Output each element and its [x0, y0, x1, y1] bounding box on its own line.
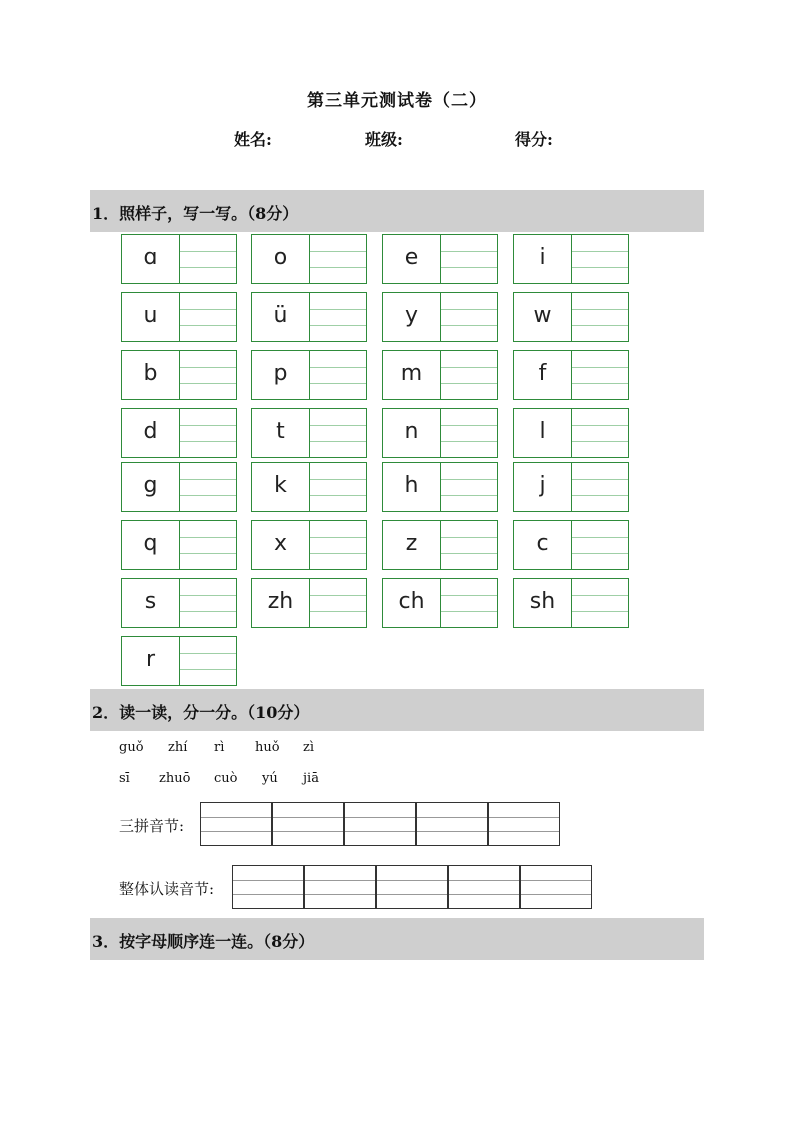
letter-sample: i	[514, 235, 572, 283]
letter-sample: z	[383, 521, 441, 569]
letter-cell	[121, 462, 237, 512]
pinyin-item: rì	[214, 740, 225, 755]
writing-area[interactable]	[572, 463, 628, 511]
letter-cell	[121, 350, 237, 400]
writing-area[interactable]	[180, 409, 236, 457]
letter-cell	[513, 408, 629, 458]
answer-box[interactable]	[448, 865, 520, 909]
writing-area[interactable]	[572, 579, 628, 627]
letter-cell	[251, 350, 367, 400]
letter-sample: t	[252, 409, 310, 457]
letter-cell	[513, 292, 629, 342]
letter-cell	[121, 520, 237, 570]
letter-cell	[251, 520, 367, 570]
writing-area[interactable]	[441, 463, 497, 511]
answer-box[interactable]	[344, 802, 416, 846]
writing-area[interactable]	[441, 579, 497, 627]
letter-cell	[121, 234, 237, 284]
letter-cell	[251, 408, 367, 458]
letter-sample: o	[252, 235, 310, 283]
letter-cell	[513, 520, 629, 570]
letter-cell	[513, 234, 629, 284]
writing-area[interactable]	[180, 293, 236, 341]
letter-sample: l	[514, 409, 572, 457]
writing-area[interactable]	[310, 409, 366, 457]
writing-area[interactable]	[310, 351, 366, 399]
pinyin-item: yú	[262, 771, 278, 786]
letter-sample: g	[122, 463, 180, 511]
writing-area[interactable]	[572, 351, 628, 399]
answer-box[interactable]	[304, 865, 376, 909]
pinyin-item: sī	[119, 771, 130, 786]
letter-sample: h	[383, 463, 441, 511]
writing-area[interactable]	[180, 463, 236, 511]
letter-sample: f	[514, 351, 572, 399]
answer-box[interactable]	[520, 865, 592, 909]
letter-cell	[251, 462, 367, 512]
answer-box[interactable]	[488, 802, 560, 846]
section-1-header	[90, 190, 704, 232]
answer-box[interactable]	[416, 802, 488, 846]
letter-cell	[251, 292, 367, 342]
pinyin-item: jiā	[303, 771, 319, 786]
letter-cell	[513, 350, 629, 400]
writing-area[interactable]	[572, 293, 628, 341]
pinyin-item: zhuō	[159, 771, 191, 786]
letter-cell	[251, 578, 367, 628]
writing-area[interactable]	[441, 409, 497, 457]
score-label: 得分:	[515, 130, 553, 149]
section-3-title: 3．按字母顺序连一连。（8分）	[92, 932, 315, 951]
name-label: 姓名:	[234, 130, 272, 149]
writing-area[interactable]	[180, 235, 236, 283]
letter-cell	[382, 350, 498, 400]
letter-sample: u	[122, 293, 180, 341]
triple-syllable-label: 三拼音节:	[119, 817, 185, 835]
writing-area[interactable]	[180, 637, 236, 685]
letter-sample: e	[383, 235, 441, 283]
letter-sample: zh	[252, 579, 310, 627]
letter-sample: ch	[383, 579, 441, 627]
letter-cell	[513, 578, 629, 628]
writing-area[interactable]	[572, 521, 628, 569]
letter-sample: w	[514, 293, 572, 341]
answer-box[interactable]	[376, 865, 448, 909]
letter-sample: n	[383, 409, 441, 457]
writing-area[interactable]	[310, 521, 366, 569]
writing-area[interactable]	[180, 521, 236, 569]
letter-cell	[121, 636, 237, 686]
pinyin-item: zì	[303, 740, 315, 755]
letter-sample: y	[383, 293, 441, 341]
letter-sample: q	[122, 521, 180, 569]
section-1-title: 1．照样子，写一写。（8分）	[92, 204, 299, 223]
letter-sample: m	[383, 351, 441, 399]
pinyin-item: zhí	[168, 740, 188, 755]
writing-area[interactable]	[441, 521, 497, 569]
letter-cell	[121, 578, 237, 628]
pinyin-item: cuò	[214, 771, 238, 786]
letter-cell	[251, 234, 367, 284]
writing-area[interactable]	[572, 235, 628, 283]
writing-area[interactable]	[310, 579, 366, 627]
letter-sample: j	[514, 463, 572, 511]
section-2-title: 2．读一读，分一分。（10分）	[92, 703, 310, 722]
letter-cell	[382, 408, 498, 458]
writing-area[interactable]	[441, 351, 497, 399]
letter-cell	[121, 408, 237, 458]
letter-cell	[382, 578, 498, 628]
letter-sample: r	[122, 637, 180, 685]
answer-box[interactable]	[200, 802, 272, 846]
answer-box[interactable]	[272, 802, 344, 846]
letter-sample: p	[252, 351, 310, 399]
writing-area[interactable]	[572, 409, 628, 457]
letter-cell	[382, 462, 498, 512]
letter-sample: s	[122, 579, 180, 627]
letter-cell	[513, 462, 629, 512]
letter-cell	[121, 292, 237, 342]
pinyin-item: huǒ	[255, 740, 280, 755]
page-title: 第三单元测试卷（二）	[307, 91, 487, 111]
writing-area[interactable]	[441, 293, 497, 341]
letter-sample: x	[252, 521, 310, 569]
pinyin-item: guǒ	[119, 740, 144, 755]
writing-area[interactable]	[310, 293, 366, 341]
letter-sample: ɑ	[122, 235, 180, 283]
section-3-header	[90, 918, 704, 960]
whole-syllable-label: 整体认读音节:	[119, 880, 215, 898]
section-2-header	[90, 689, 704, 731]
letter-cell	[382, 292, 498, 342]
writing-area[interactable]	[310, 463, 366, 511]
letter-cell	[382, 234, 498, 284]
letter-sample: k	[252, 463, 310, 511]
writing-area[interactable]	[180, 351, 236, 399]
letter-sample: b	[122, 351, 180, 399]
letter-sample: d	[122, 409, 180, 457]
writing-area[interactable]	[180, 579, 236, 627]
letter-sample: ü	[252, 293, 310, 341]
writing-area[interactable]	[310, 235, 366, 283]
class-label: 班级:	[365, 130, 403, 149]
writing-area[interactable]	[441, 235, 497, 283]
letter-cell	[382, 520, 498, 570]
letter-sample: c	[514, 521, 572, 569]
letter-sample: sh	[514, 579, 572, 627]
answer-box[interactable]	[232, 865, 304, 909]
